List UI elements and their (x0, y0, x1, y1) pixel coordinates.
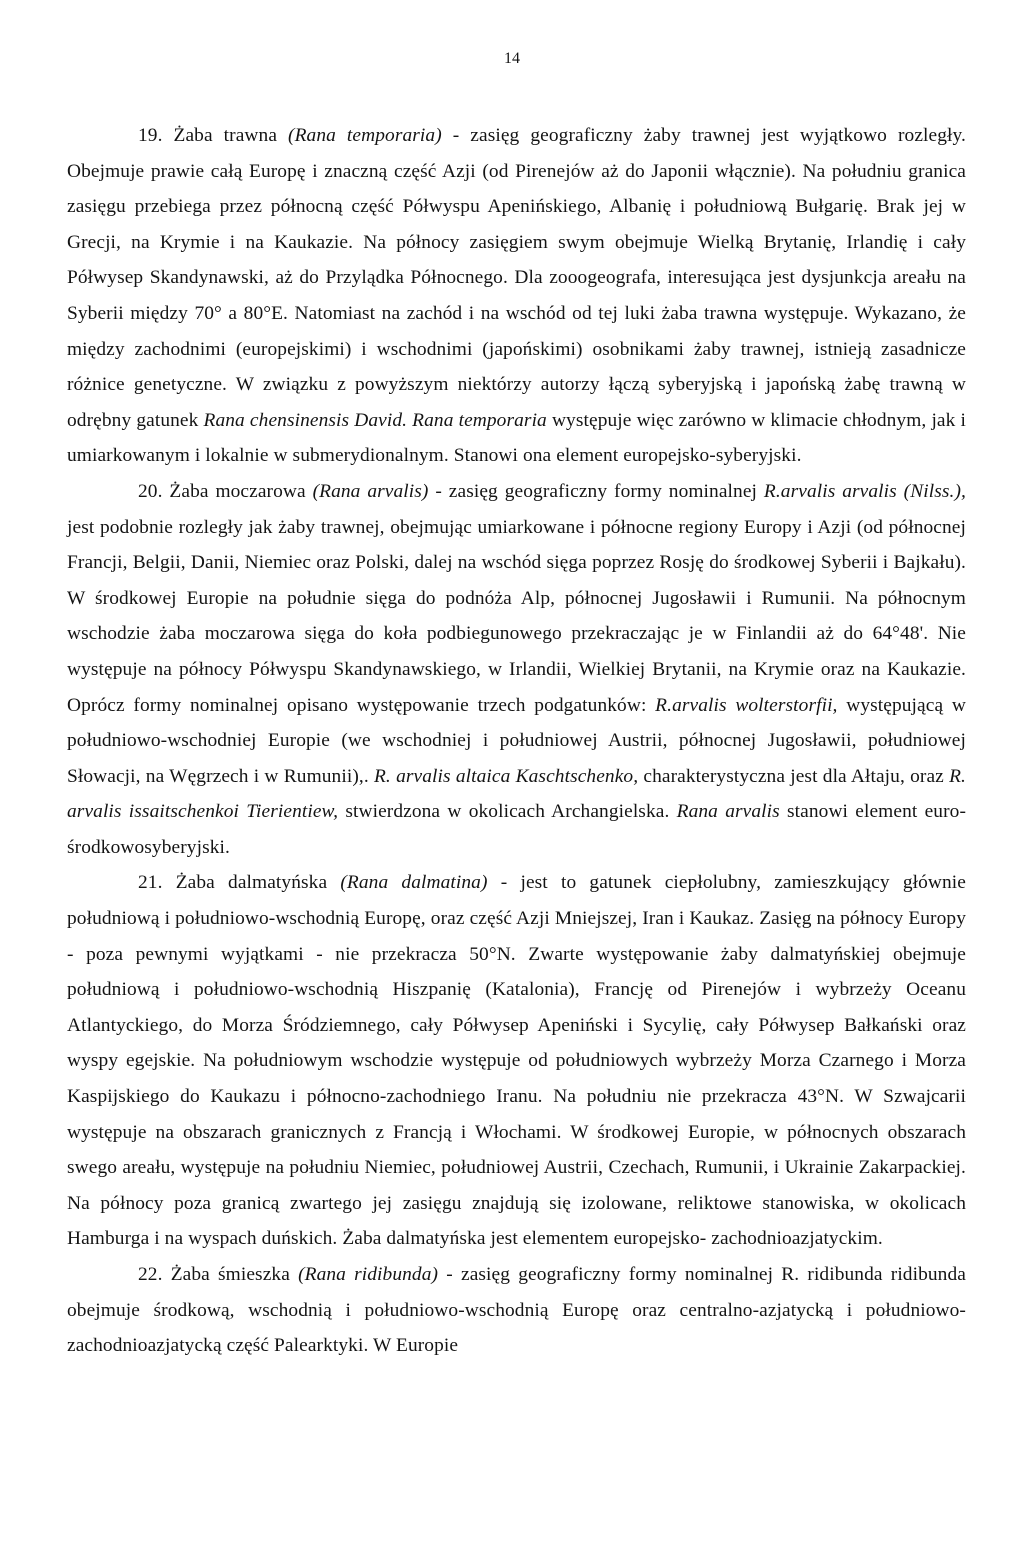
italic-run: R.arvalis arvalis (Nilss.), (763, 480, 966, 502)
text-run: występuje więc zarówno w klimacie chłodnym, jak i umiarkowanym i lokalnie w submerydionalnym. Stanowi ona element europejsko-syberyjski. (67, 409, 967, 467)
italic-run: R. arvalis altaica Kaschtschenko, (373, 765, 639, 787)
text-body (67, 118, 966, 1364)
italic-run: Rana arvalis (676, 801, 780, 823)
italic-run: R. arvalis issaitschenkoi Tierientiew, (67, 765, 966, 823)
text-run: stanowi element euro-środkowosyberyjski. (67, 801, 967, 858)
paragraph (67, 118, 966, 474)
text-run: występującą w południowo-wschodniej Europie (we wschodniej i południowej Austrii, północnej Jugosławii, południowej Słowacji, na Węgrzech i w Rumunii),. (67, 694, 967, 787)
italic-run: (Rana arvalis) (312, 480, 429, 502)
text-run: - zasięg geograficzny żaby trawnej jest wyjątkowo rozległy. Obejmuje prawie całą Europę i znaczną część Azji (od Pirenejów aż do Japonii włącznie). Na południu granica zasięgu przebiega przez północną część Półwyspu Apenińskiego, Albanię i południową Bułgarię. Brak jej w Grecji, na Krymie i na Kaukazie. Na północy zasięgiem swym obejmuje Wielką Brytanię, Irlandię i cały Półwysep Skandynawski, aż do Przylądka Północnego. Dla zooogeografa, interesująca jest dysjunkcja areału na Syberii między 70° a 80°E. Natomiast na zachód i na wschód od tej luki żaba trawna występuje. Wykazano, że między zachodnimi (europejskimi) i wschodnimi (japońskimi) osobnikami żaby trawnej, istnieją zasadnicze różnice genetyczne. W związku z powyższym niektórzy autorzy łączą syberyjską i japońską żabę trawną w odrębny gatunek (67, 125, 966, 431)
text-run: jest podobnie rozległy jak żaby trawnej, obejmując umiarkowane i północne regiony Europy i Azji (od północnej Francji, Belgii, Danii, Niemiec oraz Polski, dalej na wschód sięga poprzez Rosję do środkowej Syberii i Bajkału). W środkowej Europie na południe sięga do podnóża Alp, północnej Jugosławii i Rumunii. Na północnym wschodzie żaba moczarowa sięga do koła podbiegunowego przekraczając je w Finlandii aż do 64°48'. Nie występuje na północy Półwyspu Skandynawskiego, w Irlandii, Wielkiej Brytanii, na Krymie oraz na Kaukazie. Oprócz formy nominalnej opisano występowanie trzech podgatunków: (67, 516, 966, 716)
italic-run: (Rana dalmatina) (340, 872, 488, 894)
italic-run: R.arvalis wolterstorfii, (655, 694, 838, 716)
paragraph (67, 474, 966, 866)
paragraph (67, 1257, 966, 1364)
text-run: - zasięg geograficzny formy nominalnej (428, 480, 764, 502)
text-run: - jest to gatunek ciepłolubny, zamieszkujący głównie południową i południowo-wschodnią Europę, oraz część Azji Mniejszej, Iran i Kaukaz. Zasięg na północy Europy - poza pewnymi wyjątkami - nie przekracza 50°N. Zwarte występowanie żaby dalmatyńskiej obejmuje południową i południowo-wschodnią Hiszpanię (Katalonia), Francję od Pirenejów i wybrzeży Oceanu Atlantyckiego, do Morza Śródziemnego, cały Półwysep Apeniński i Sycylię, cały Półwysep Bałkański oraz wyspy egejskie. Na południowym wschodzie występuje od południowych wybrzeży Morza Czarnego i Morza Kaspijskiego do Kaukazu i północno-zachodniego Iranu. Na południu nie przekracza 43°N. W Szwajcarii występuje na obszarach granicznych z Francją i Włochami. W środkowej Europie, w północnych obszarach swego areału, występuje na południu Niemiec, południowej Austrii, Czechach, Rumunii, i Ukrainie Zakarpackiej. Na północy poza granicą zwartego jej zasięgu znajdują się izolowane, reliktowe stanowiska, w okolicach Hamburga i na wyspach duńskich. Żaba dalmatyńska jest elementem europejsko- zachodnioazjatyckim. (67, 872, 966, 1250)
text-run: charakterystyczna jest dla Ałtaju, oraz (638, 765, 950, 787)
text-run: - zasięg geograficzny formy nominalnej R. ridibunda ridibunda obejmuje środkową, wschodnią i południowo-wschodnią Europę oraz centralno-azjatycką i południowo- zachodnioazjatycką część Palearktyki. W Europie (67, 1264, 966, 1357)
text-run: 20. Żaba moczarowa (138, 480, 313, 502)
text-run: 22. Żaba śmieszka (138, 1264, 299, 1285)
italic-run: (Rana ridibunda) (298, 1264, 439, 1285)
text-run: 19. Żaba trawna (138, 125, 289, 146)
text-run: stwierdzona w okolicach Archangielska. (338, 801, 677, 823)
italic-run: (Rana temporaria) (288, 125, 442, 146)
text-run: 21. Żaba dalmatyńska (138, 872, 341, 894)
italic-run: Rana chensinensis David. Rana temporaria (203, 409, 547, 431)
paragraph (67, 865, 966, 1257)
page-number: 14 (504, 50, 520, 67)
